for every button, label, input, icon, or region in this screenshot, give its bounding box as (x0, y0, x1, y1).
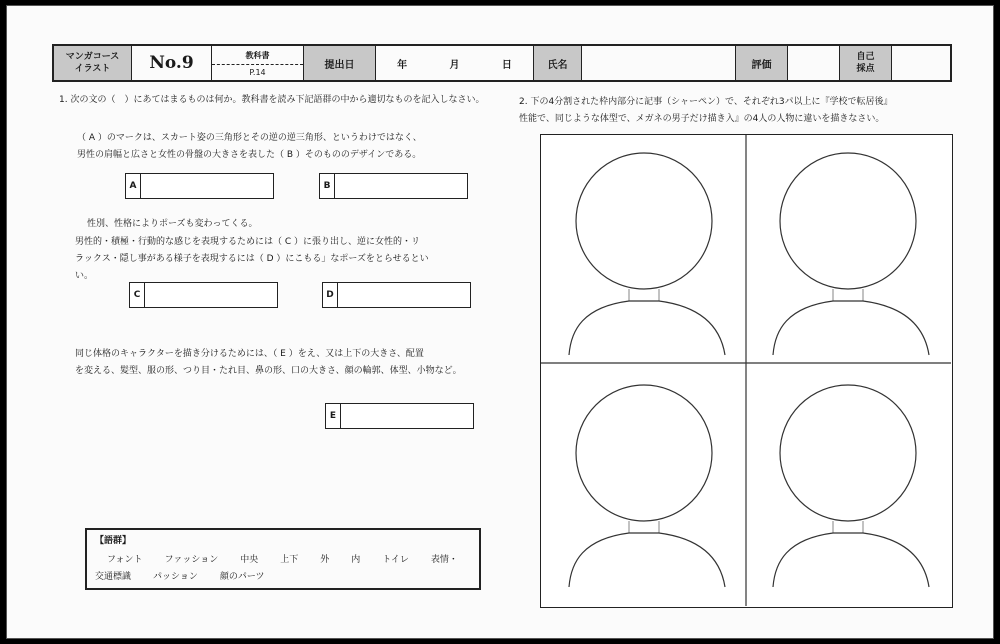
answer-label-a: A (126, 174, 141, 198)
name-field[interactable] (582, 46, 736, 80)
head-template-top-right (773, 153, 929, 355)
answer-label-b: B (320, 174, 335, 198)
word-item: 上下 (280, 555, 299, 565)
self-eval-field[interactable] (892, 46, 950, 80)
sheet-number: No.9 (132, 46, 212, 80)
word-item: フォント (107, 555, 143, 565)
month-label: 月 (449, 59, 460, 71)
name-label: 氏名 (534, 46, 582, 80)
word-list-row-2 (95, 569, 471, 582)
submit-date-field[interactable] (376, 46, 534, 80)
answer-box-c[interactable] (129, 282, 278, 308)
year-label: 年 (397, 59, 408, 71)
word-item: 外 (320, 555, 330, 565)
q2-text: 2. 下の4分割された枠内部分に記事（シャーペン）で、それぞれ3パ以上に『学校で転居後』 性能で、同じような体型で、メガネの男子だけ描き入』の4人の人物に違いを描きなさい。 (519, 97, 893, 124)
answer-box-d[interactable] (322, 282, 471, 308)
drawing-grid[interactable] (540, 134, 953, 608)
head-template-bottom-right (773, 385, 929, 587)
answer-label-e: E (326, 404, 341, 428)
word-list-box (85, 528, 481, 590)
answer-label-d: D (323, 283, 338, 307)
submit-date-label: 提出日 (304, 46, 376, 80)
score-label: 評価 (736, 46, 788, 80)
textbook-page: P.14 (249, 67, 266, 77)
word-item: ファッション (164, 555, 219, 565)
word-list-row-1 (95, 552, 471, 565)
worksheet (6, 5, 994, 639)
course-label: マンガコース イラスト (54, 46, 132, 80)
day-label: 日 (501, 59, 512, 71)
q1-para2-title: 性別、性格によりポーズも変わってくる。 (87, 219, 258, 229)
textbook-cell (212, 46, 304, 80)
q1-para3: 同じ体格のキャラクターを描き分けるためには、（ E ）をえ、又は上下の大きさ、配置 を変える、髪型、服の形、つり目・たれ目、鼻の形、口の大きさ、顔の輪郭、体型、小物など。 (75, 349, 462, 376)
score-field[interactable] (788, 46, 840, 80)
answer-box-e[interactable] (325, 403, 474, 429)
word-item: 交通標識 (95, 572, 132, 582)
self-eval-label: 自己 採点 (840, 46, 892, 80)
header-table (52, 44, 952, 82)
q1-intro: 1. 次の文の（ ）にあてはまるものは何か。教科書を読み下記語群の中から適切なものを記入しなさい。 (59, 95, 485, 105)
answer-box-b[interactable] (319, 173, 468, 199)
word-item: パッション (153, 572, 198, 582)
word-item: トイレ (382, 555, 409, 565)
textbook-label: 教科書 (212, 50, 303, 65)
q1-para2: 男性的・積極・行動的な感じを表現するためには（ C ）に張り出し、逆に女性的・リ ラックス・隠し事がある様子を表現するには（ D ）にこもる」なポーズをとらせるとい い。 (75, 237, 429, 281)
word-item: 中央 (240, 555, 259, 565)
word-item: 顔のパーツ (219, 572, 265, 582)
word-item: 内 (351, 555, 361, 565)
answer-label-c: C (130, 283, 145, 307)
word-list-title: 【語群】 (95, 536, 132, 546)
word-item: 表情・ (430, 555, 458, 565)
q1-para1: （ A ）のマークは、スカート姿の三角形とその逆の逆三角形、というわけではなく、 男性の肩幅と広さと女性の骨盤の大きさを表した（ B ）そのもののデザインである。 (77, 133, 422, 160)
answer-box-a[interactable] (125, 173, 274, 199)
face-templates (541, 135, 951, 606)
head-template-top-left (569, 153, 725, 355)
head-template-bottom-left (569, 385, 725, 587)
